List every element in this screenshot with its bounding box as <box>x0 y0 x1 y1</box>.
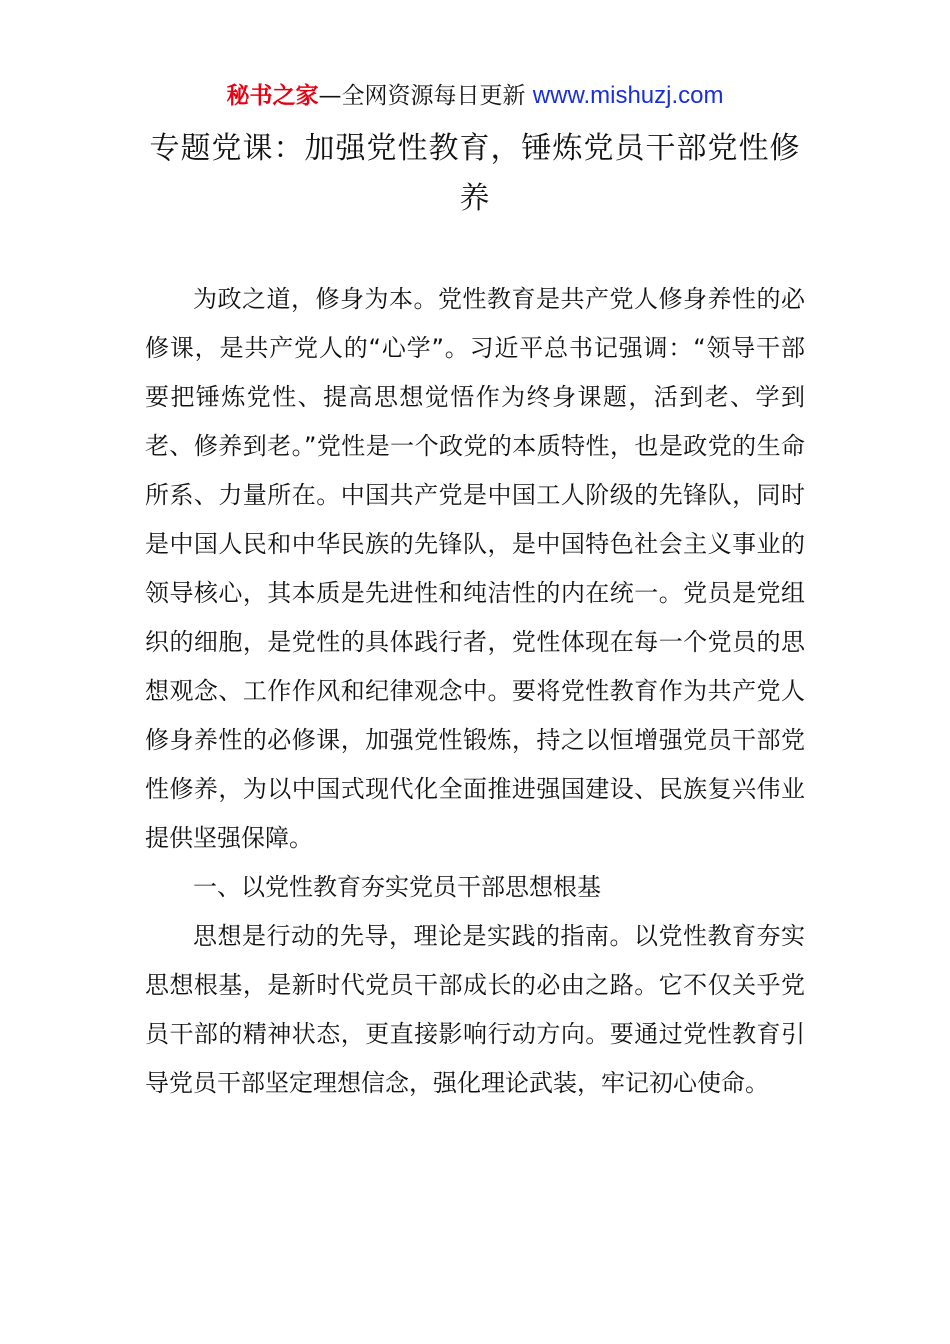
document-body <box>145 275 805 1108</box>
site-url-link[interactable]: www.mishuzj.com <box>532 82 724 109</box>
site-tagline: —全网资源每日更新 <box>318 83 533 109</box>
site-header <box>0 80 950 112</box>
site-name: 秘书之家 <box>226 83 319 109</box>
intro-paragraph: 为政之道，修身为本。党性教育是共产党人修身养性的必修课，是共产党人的“心学”。习近平总书记强调：“领导干部要把锤炼党性、提高思想觉悟作为终身课题，活到老、学到老、修养到老。”党性是一个政党的本质特性，也是政党的生命所系、力量所在。中国共产党是中国工人阶级的先锋队，同时是中国人民和中华民族的先锋队，是中国特色社会主义事业的领导核心，其本质是先进性和纯洁性的内在统一。党员是党组织的细胞，是党性的具体践行者，党性体现在每一个党员的思想观念、工作作风和纪律观念中。要将党性教育作为共产党人修身养性的必修课，加强党性锻炼，持之以恒增强党员干部党性修养，为以中国式现代化全面推进强国建设、民族复兴伟业提供坚强保障。 <box>145 285 805 852</box>
section-1-paragraph: 思想是行动的先导，理论是实践的指南。以党性教育夯实思想根基，是新时代党员干部成长的必由之路。它不仅关乎党员干部的精神状态，更直接影响行动方向。要通过党性教育引导党员干部坚定理想信念，强化理论武装，牢记初心使命。 <box>145 922 805 1097</box>
document-title: 专题党课：加强党性教育，锤炼党员干部党性修养 <box>149 131 801 216</box>
section-1-heading: 一、以党性教育夯实党员干部思想根基 <box>193 873 601 901</box>
